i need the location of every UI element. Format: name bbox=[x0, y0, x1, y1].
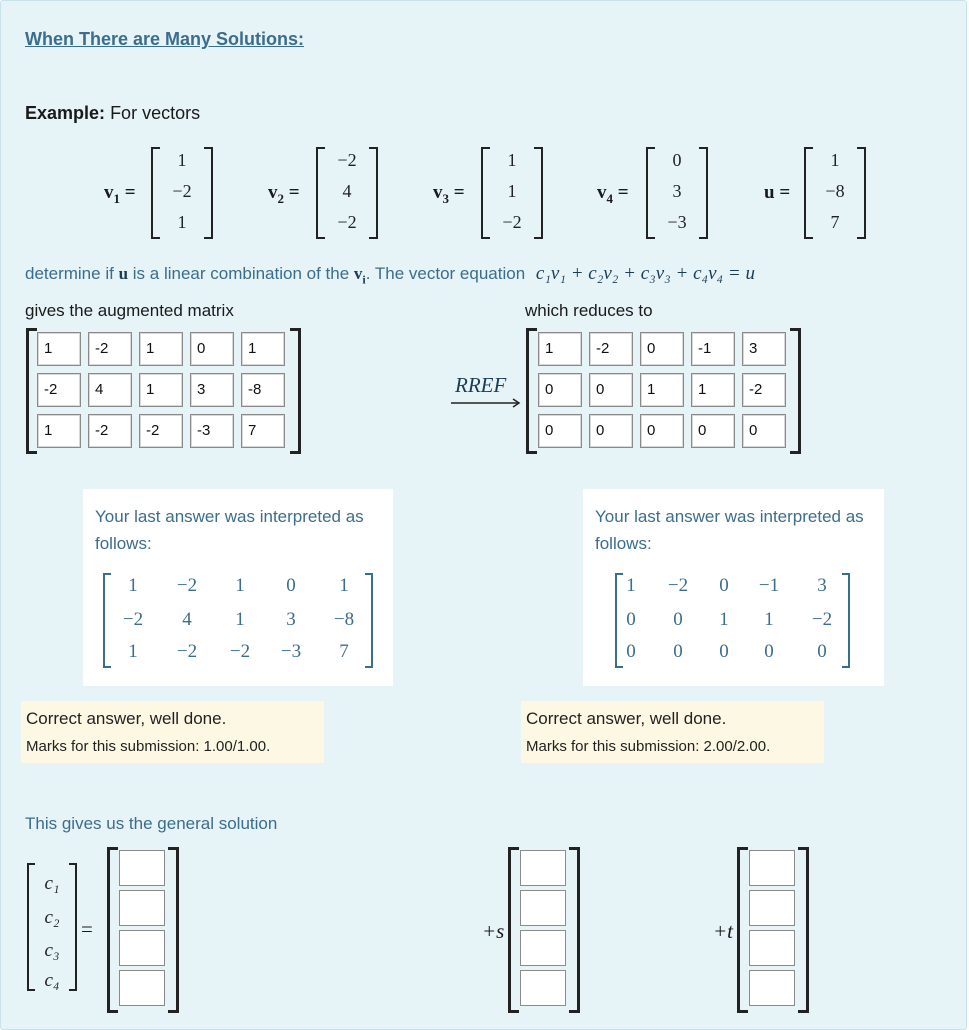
interpreted-matrix-right bbox=[615, 573, 850, 668]
matrix-cell: 0 bbox=[719, 641, 729, 662]
s-vector-c2-input[interactable] bbox=[520, 890, 566, 926]
plus-t-label: +t bbox=[713, 919, 734, 943]
matrix-cell: 0 bbox=[764, 641, 774, 662]
rref-r1c1-input[interactable]: 1 bbox=[538, 332, 582, 366]
determine-line: determine if u is a linear combination of the $v_i$. The vector equation c₁v₁ + c₂v₂ + c₃v₃ + c₄v₄ = u bbox=[25, 263, 755, 287]
matrix-cell: 1 bbox=[128, 641, 138, 662]
vector-equation: c₁v₁ + c₂v₂ + c₃v₃ + c₄v₄ = u bbox=[535, 263, 755, 284]
matrix-cell: −1 bbox=[758, 575, 780, 596]
interpretation-left bbox=[83, 489, 393, 686]
matrix-cell: 3 bbox=[286, 609, 296, 630]
matrix-cell: 1 bbox=[626, 575, 636, 596]
matrix-cell: −2 bbox=[811, 609, 833, 630]
augmented-r3c5-input[interactable]: 7 bbox=[241, 414, 285, 448]
particular-c1-input[interactable] bbox=[119, 850, 165, 886]
rref-r1c2-input[interactable]: -2 bbox=[589, 332, 633, 366]
augmented-r3c4-input[interactable]: -3 bbox=[190, 414, 234, 448]
rref-r2c4-input[interactable]: 1 bbox=[691, 373, 735, 407]
matrix-cell: −8 bbox=[333, 609, 355, 630]
augmented-r1c5-input[interactable]: 1 bbox=[241, 332, 285, 366]
rref-arrow-icon bbox=[451, 397, 525, 409]
matrix-cell: 1 bbox=[235, 575, 245, 596]
t-vector-c2-input[interactable] bbox=[749, 890, 795, 926]
interpretation-text: Your last answer was interpreted as follows: bbox=[95, 507, 364, 553]
vector-v3-label: $v_3$ = bbox=[433, 182, 465, 206]
vector-v4-label: $v_4$ = bbox=[597, 182, 629, 206]
rref-r3c1-input[interactable]: 0 bbox=[538, 414, 582, 448]
vector-v4: 0 3 −3 bbox=[646, 147, 708, 239]
vector-v3: 1 1 −2 bbox=[481, 147, 543, 239]
augmented-r2c3-input[interactable]: 1 bbox=[139, 373, 183, 407]
matrix-cell: −2 bbox=[667, 575, 689, 596]
vector-u: 1 −8 7 bbox=[804, 147, 866, 239]
rref-r2c1-input[interactable]: 0 bbox=[538, 373, 582, 407]
matrix-cell: 1 bbox=[764, 609, 774, 630]
augmented-r1c4-input[interactable]: 0 bbox=[190, 332, 234, 366]
rref-r3c4-input[interactable]: 0 bbox=[691, 414, 735, 448]
augmented-r2c5-input[interactable]: -8 bbox=[241, 373, 285, 407]
rref-r3c3-input[interactable]: 0 bbox=[640, 414, 684, 448]
matrix-cell: −2 bbox=[176, 641, 198, 662]
augmented-label: gives the augmented matrix bbox=[25, 301, 234, 320]
augmented-r3c1-input[interactable]: 1 bbox=[37, 414, 81, 448]
example-text: For vectors bbox=[110, 103, 201, 123]
particular-c3-input[interactable] bbox=[119, 930, 165, 966]
coefficient-vector: c₁ c₂ c₃ c₄ bbox=[27, 863, 77, 991]
rref-r2c5-input[interactable]: -2 bbox=[742, 373, 786, 407]
feedback-correct-text: Correct answer, well done. bbox=[26, 709, 227, 728]
matrix-cell: 0 bbox=[817, 641, 827, 662]
augmented-r2c1-input[interactable]: -2 bbox=[37, 373, 81, 407]
matrix-cell: 1 bbox=[235, 609, 245, 630]
matrix-cell: −2 bbox=[176, 575, 198, 596]
s-vector-c3-input[interactable] bbox=[520, 930, 566, 966]
particular-c2-input[interactable] bbox=[119, 890, 165, 926]
matrix-cell: −2 bbox=[229, 641, 251, 662]
interpreted-matrix-left bbox=[103, 573, 373, 668]
t-vector-c3-input[interactable] bbox=[749, 930, 795, 966]
feedback-correct-text: Correct answer, well done. bbox=[526, 709, 727, 728]
augmented-r1c2-input[interactable]: -2 bbox=[88, 332, 132, 366]
interpretation-text: Your last answer was interpreted as follows: bbox=[595, 507, 864, 553]
vector-v1-label: $v_1$ = bbox=[104, 182, 136, 206]
general-solution-label: This gives us the general solution bbox=[25, 814, 278, 833]
matrix-cell: 7 bbox=[339, 641, 349, 662]
s-vector-c1-input[interactable] bbox=[520, 850, 566, 886]
vector-v2-label: $v_2$ = bbox=[268, 182, 300, 206]
t-vector-c1-input[interactable] bbox=[749, 850, 795, 886]
matrix-cell: 0 bbox=[673, 609, 683, 630]
t-vector-c4-input[interactable] bbox=[749, 970, 795, 1006]
rref-r2c2-input[interactable]: 0 bbox=[589, 373, 633, 407]
matrix-cell: 0 bbox=[626, 609, 636, 630]
matrix-cell: −3 bbox=[280, 641, 302, 662]
augmented-r3c3-input[interactable]: -2 bbox=[139, 414, 183, 448]
matrix-cell: −2 bbox=[122, 609, 144, 630]
matrix-cell: 0 bbox=[626, 641, 636, 662]
example-label: Example: bbox=[25, 103, 106, 123]
feedback-left bbox=[21, 701, 324, 763]
rref-r1c3-input[interactable]: 0 bbox=[640, 332, 684, 366]
feedback-right bbox=[521, 701, 824, 763]
equals-sign: = bbox=[81, 917, 93, 941]
rref-r3c5-input[interactable]: 0 bbox=[742, 414, 786, 448]
example-line bbox=[25, 103, 200, 124]
matrix-cell: 0 bbox=[673, 641, 683, 662]
rref-r1c5-input[interactable]: 3 bbox=[742, 332, 786, 366]
interpretation-right bbox=[583, 489, 884, 686]
plus-s-label: +s bbox=[482, 919, 505, 943]
matrix-cell: 4 bbox=[182, 609, 192, 630]
matrix-cell: 0 bbox=[719, 575, 729, 596]
augmented-r1c1-input[interactable]: 1 bbox=[37, 332, 81, 366]
rref-label: RREF bbox=[455, 373, 507, 397]
s-vector-c4-input[interactable] bbox=[520, 970, 566, 1006]
matrix-cell: 1 bbox=[339, 575, 349, 596]
reduces-label: which reduces to bbox=[525, 301, 653, 320]
matrix-cell: 1 bbox=[719, 609, 729, 630]
augmented-r2c4-input[interactable]: 3 bbox=[190, 373, 234, 407]
matrix-cell: 1 bbox=[128, 575, 138, 596]
matrix-cell: 0 bbox=[286, 575, 296, 596]
particular-c4-input[interactable] bbox=[119, 970, 165, 1006]
feedback-marks-text: Marks for this submission: 1.00/1.00. bbox=[26, 738, 271, 755]
section-heading: When There are Many Solutions: bbox=[25, 29, 305, 49]
rref-r2c3-input[interactable]: 1 bbox=[640, 373, 684, 407]
augmented-r1c3-input[interactable]: 1 bbox=[139, 332, 183, 366]
vector-v1: 1 −2 1 bbox=[151, 147, 213, 239]
vector-u-label: u = bbox=[764, 182, 791, 203]
feedback-marks-text: Marks for this submission: 2.00/2.00. bbox=[526, 738, 771, 755]
augmented-r3c2-input[interactable]: -2 bbox=[88, 414, 132, 448]
vector-v2: −2 4 −2 bbox=[316, 147, 378, 239]
rref-r3c2-input[interactable]: 0 bbox=[589, 414, 633, 448]
matrix-cell: 3 bbox=[817, 575, 827, 596]
rref-r1c4-input[interactable]: -1 bbox=[691, 332, 735, 366]
augmented-r2c2-input[interactable]: 4 bbox=[88, 373, 132, 407]
